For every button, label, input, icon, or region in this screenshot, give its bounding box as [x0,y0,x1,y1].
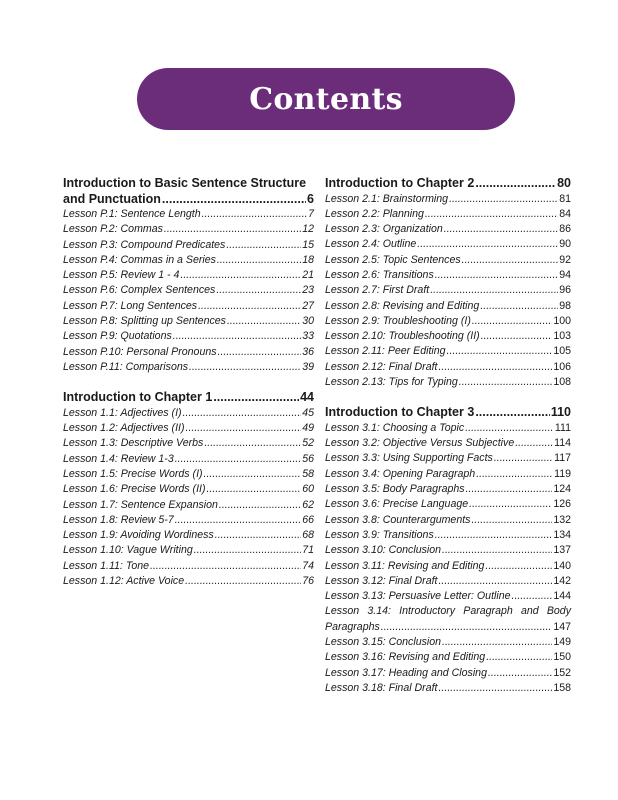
entry-label: Lesson 2.1: Brainstorming [325,192,449,205]
toc-entry[interactable] [325,467,571,482]
toc-entry[interactable] [63,543,314,558]
entry-page-number: 45 [302,406,314,419]
dot-leader [180,268,301,283]
dot-leader [465,421,554,436]
entry-page-number: 114 [554,437,571,450]
dot-leader [435,268,558,283]
entry-label: Lesson 3.17: Heading and Closing [325,666,487,679]
entry-label: Lesson P.5: Review 1 - 4 [63,269,180,282]
toc-entry[interactable] [63,482,314,497]
entry-label: Lesson 3.13: Persuasive Letter: Outline [325,590,511,603]
entry-label: Lesson 1.3: Descriptive Verbs [63,437,204,450]
entry-page-number: 39 [302,360,314,373]
entry-page-number: 108 [553,376,571,389]
entry-label: Lesson 3.5: Body Paragraphs [325,483,465,496]
entry-page-number: 15 [302,238,314,251]
entry-page-number: 119 [554,467,571,480]
entry-label: Lesson 2.10: Troubleshooting (II) [325,330,480,343]
toc-entry[interactable] [325,666,571,681]
entry-page-number: 23 [302,284,314,297]
dot-leader [488,666,552,681]
entry-page-number: 52 [302,437,314,450]
entry-page-number: 140 [553,559,571,572]
toc-entry[interactable] [325,360,571,375]
entry-label: Lesson 2.4: Outline [325,238,417,251]
entry-page-number: 84 [559,207,571,220]
entry-label: Lesson 1.6: Precise Words (II) [63,483,206,496]
toc-entry[interactable] [325,681,571,696]
dot-leader [206,482,301,497]
entry-page-number: 60 [302,483,314,496]
entry-page-number: 90 [559,238,571,251]
section-page-number: 80 [557,176,571,190]
dot-leader [204,467,302,482]
dot-leader [447,344,553,359]
dot-leader [485,559,552,574]
entry-label: Lesson 1.8: Review 5-7 [63,513,174,526]
entry-label: Lesson 1.9: Avoiding Wordiness [63,529,214,542]
entry-page-number: 92 [559,253,571,266]
entry-page-number: 149 [553,636,571,649]
entry-page-number: 98 [559,299,571,312]
toc-entry[interactable] [325,192,571,207]
toc-entry[interactable] [63,574,314,589]
entry-page-number: 150 [553,651,571,664]
entry-label: Lesson 3.2: Objective Versus Subjective [325,437,515,450]
toc-entry[interactable] [325,589,571,604]
toc-entry[interactable] [63,207,314,222]
toc-entry[interactable] [63,513,314,528]
entry-label: Lesson 3.16: Revising and Editing [325,651,486,664]
entry-label: Lesson P.7: Long Sentences [63,299,198,312]
entry-label: Lesson 2.6: Transitions [325,268,434,281]
dot-leader [442,635,552,650]
dot-leader [425,207,558,222]
entry-label: Lesson 2.13: Tips for Typing [325,376,458,389]
toc-entry[interactable] [325,559,571,574]
entry-page-number: 76 [302,575,314,588]
dot-leader [481,329,553,344]
entry-label: Lesson 3.6: Precise Language [325,498,469,511]
entry-page-number: 117 [554,452,571,465]
toc-entry-wrapped-line1[interactable]: Lesson 3.14: Introductory Paragraph and Body [325,605,571,618]
dot-leader [438,681,552,696]
entry-label: Lesson 1.7: Sentence Expansion [63,498,218,511]
entry-list [325,421,571,605]
entry-label: Lesson 3.18: Final Draft [325,681,438,694]
entry-label: Lesson P.1: Sentence Length [63,208,201,220]
entry-label: Lesson P.6: Complex Sentences [63,284,216,297]
dot-leader [175,452,301,467]
entry-label: Lesson 1.1: Adjectives (I) [63,406,182,419]
entry-list [63,207,314,375]
section-heading[interactable] [325,405,571,421]
toc-entry[interactable] [325,314,571,329]
page-title: Contents [249,81,403,117]
entry-page-number: 30 [302,315,314,328]
toc-entry[interactable] [63,528,314,543]
toc-entry[interactable] [63,559,314,574]
toc-entry[interactable] [63,436,314,451]
entry-label: Lesson 1.2: Adjectives (II) [63,422,185,435]
entry-label: Lesson P.3: Compound Predicates [63,238,226,251]
entry-label: Lesson 3.1: Choosing a Topic [325,421,465,434]
entry-page-number: 21 [302,269,314,282]
dot-leader [164,222,301,237]
dot-leader [183,406,302,421]
dot-leader [515,436,553,451]
dot-leader [444,222,558,237]
section-heading-line1[interactable]: Introduction to Basic Sentence Structure [63,176,307,190]
toc-entry[interactable] [325,482,571,497]
dot-leader [469,497,552,512]
entry-page-number: 142 [553,574,571,587]
entry-page-number: 144 [553,590,571,603]
toc-entry[interactable] [325,207,571,222]
toc-entry[interactable] [325,451,571,466]
entry-label: Lesson P.10: Personal Pronouns [63,345,217,358]
entry-page-number: 158 [553,681,571,694]
entry-page-number: 152 [553,666,571,679]
toc-entry[interactable] [63,421,314,436]
entry-list [325,192,571,391]
section-heading[interactable] [325,176,571,192]
entry-label: Lesson 1.5: Precise Words (I) [63,467,203,480]
toc-entry[interactable] [63,467,314,482]
entry-page-number: 134 [553,528,571,541]
entry-page-number: 36 [302,345,314,358]
toc-entry[interactable] [63,299,314,314]
toc-entry[interactable] [325,421,571,436]
dot-leader [189,360,301,375]
entry-page-number: 62 [302,498,314,511]
dot-leader [466,482,553,497]
toc-entry[interactable] [63,406,314,421]
toc-entry[interactable] [325,436,571,451]
toc-entry[interactable] [325,222,571,237]
section-page-number: 110 [550,405,571,420]
entry-page-number: 71 [302,544,314,557]
section-heading-line2[interactable] [63,192,314,208]
entry-page-number: 100 [553,314,571,327]
dot-leader [218,345,302,360]
entry-label: Lesson 3.4: Opening Paragraph [325,467,476,480]
entry-label: Lesson 2.2: Planning [325,207,424,220]
entry-label: Lesson 1.12: Active Voice [63,575,185,588]
entry-label: Lesson 3.12: Final Draft [325,574,438,587]
entry-page-number: 18 [302,253,314,266]
toc-entry[interactable] [63,345,314,360]
section-page-number: 44 [300,390,314,405]
entry-label: Lesson P.11: Comparisons [63,360,189,373]
toc-entry[interactable] [325,253,571,268]
entry-label: Paragraphs [325,620,380,633]
entry-page-number: 81 [559,192,571,205]
dot-leader [449,192,558,207]
toc-entry[interactable] [63,498,314,513]
section-heading-text: Introduction to Chapter 1 [63,390,213,405]
dot-leader [186,421,302,436]
entry-page-number: 58 [302,467,314,480]
toc-entry[interactable] [325,375,571,390]
toc-entry[interactable] [325,299,571,314]
toc-entry[interactable] [325,268,571,283]
section-heading-text: Introduction to Chapter 2 [325,176,475,190]
entry-label: Lesson 3.15: Conclusion [325,636,442,649]
dot-leader [475,405,550,421]
entry-page-number: 105 [553,345,571,358]
entry-page-number: 96 [559,284,571,297]
entry-label: Lesson P.2: Commas [63,223,163,236]
dot-leader [471,513,552,528]
toc-entry[interactable] [63,452,314,467]
dot-leader [462,253,559,268]
toc-section-chapter-3 [325,405,571,696]
toc-entry[interactable] [325,513,571,528]
entry-page-number: 74 [302,559,314,572]
dot-leader [459,375,553,390]
dot-leader [512,589,553,604]
entry-label: Lesson 2.7: First Draft [325,284,430,297]
entry-label: Lesson P.9: Quotations [63,330,172,343]
right-column [325,176,571,696]
entry-label: Lesson 2.12: Final Draft [325,360,438,373]
entry-label: Lesson 1.4: Review 1-3 [63,452,174,465]
toc-entry[interactable] [63,329,314,344]
dot-leader [226,238,301,253]
toc-entry[interactable] [325,344,571,359]
entry-page-number: 94 [559,268,571,281]
entry-page-number: 126 [553,498,571,511]
toc-entry[interactable] [325,329,571,344]
dot-leader [438,574,552,589]
toc-entry[interactable] [325,574,571,589]
toc-entry[interactable] [325,650,571,665]
dot-leader [173,329,301,344]
section-heading-text: and Punctuation [63,191,161,206]
dot-leader [216,283,301,298]
entry-label: Lesson 3.9: Transitions [325,528,434,541]
dot-leader [494,451,553,466]
dot-leader [417,237,558,252]
dot-leader [475,176,556,192]
entry-list [325,635,571,696]
entry-page-number: 132 [553,513,571,526]
dot-leader [476,467,553,482]
entry-page-number: 106 [553,360,571,373]
dot-leader [472,314,552,329]
entry-list [63,406,314,590]
dot-leader [486,650,552,665]
entry-label: Lesson 2.9: Troubleshooting (I) [325,314,471,327]
dot-leader [194,543,301,558]
entry-label: Lesson 2.5: Topic Sentences [325,253,461,266]
entry-label: Lesson P.8: Splitting up Sentences [63,315,226,328]
dot-leader [381,620,553,635]
entry-page-number: 124 [553,483,571,496]
entry-label: Lesson P.4: Commas in a Series [63,253,216,266]
entry-label: Lesson 2.8: Revising and Editing [325,299,480,312]
dot-leader [185,574,301,589]
toc-section-chapter-1 [63,390,314,589]
section-heading[interactable] [63,390,314,406]
entry-page-number: 7 [308,208,314,220]
section-page-number: 6 [307,191,314,206]
dot-leader [435,528,553,543]
dot-leader [215,528,301,543]
toc-entry[interactable] [63,222,314,237]
toc-section-chapter-2 [325,176,571,390]
entry-page-number: 49 [302,422,314,435]
toc-entry[interactable] [325,283,571,298]
dot-leader [175,513,301,528]
dot-leader [198,299,301,314]
toc-section-intro [63,176,314,375]
entry-page-number: 33 [302,330,314,343]
toc-entry[interactable] [63,283,314,298]
entry-label: Lesson 3.10: Conclusion [325,544,442,557]
entry-label: Lesson 2.3: Organization [325,223,443,236]
dot-leader [438,360,552,375]
dot-leader [162,192,306,208]
dot-leader [204,436,301,451]
dot-leader [219,498,301,513]
toc-entry[interactable] [325,635,571,650]
entry-page-number: 56 [302,452,314,465]
entry-label: Lesson 1.10: Vague Writing [63,544,193,557]
entry-page-number: 137 [553,544,571,557]
dot-leader [202,207,307,222]
entry-page-number: 66 [302,513,314,526]
entry-label: Lesson 2.11: Peer Editing [325,345,446,358]
toc-entry[interactable] [325,497,571,512]
toc-entry[interactable] [325,528,571,543]
dot-leader [442,543,552,558]
toc-entry[interactable] [63,238,314,253]
section-heading-text: Introduction to Chapter 3 [325,405,475,420]
entry-page-number: 27 [302,299,314,312]
dot-leader [150,559,301,574]
toc-entry[interactable] [63,253,314,268]
entry-page-number: 68 [302,529,314,542]
entry-page-number: 12 [302,223,314,236]
dot-leader [430,283,558,298]
dot-leader [480,299,558,314]
entry-page-number: 103 [553,330,571,343]
entry-label: Lesson 3.11: Revising and Editing [325,559,485,572]
left-column [63,176,314,589]
dot-leader [217,253,301,268]
toc-entry[interactable] [63,268,314,283]
entry-label: Lesson 1.11: Tone [63,559,149,572]
toc-entry[interactable] [325,237,571,252]
entry-label: Lesson 3.8: Counterarguments [325,513,471,526]
contents-banner [137,68,515,130]
toc-entry-wrapped-line2[interactable] [325,620,571,635]
entry-page-number: 86 [559,223,571,236]
entry-page-number: 111 [554,421,571,434]
toc-entry[interactable] [325,543,571,558]
dot-leader [227,314,301,329]
entry-page-number: 147 [553,620,571,633]
dot-leader [213,390,299,406]
toc-entry[interactable] [63,314,314,329]
toc-entry[interactable] [63,360,314,375]
entry-label: Lesson 3.3: Using Supporting Facts [325,452,493,465]
